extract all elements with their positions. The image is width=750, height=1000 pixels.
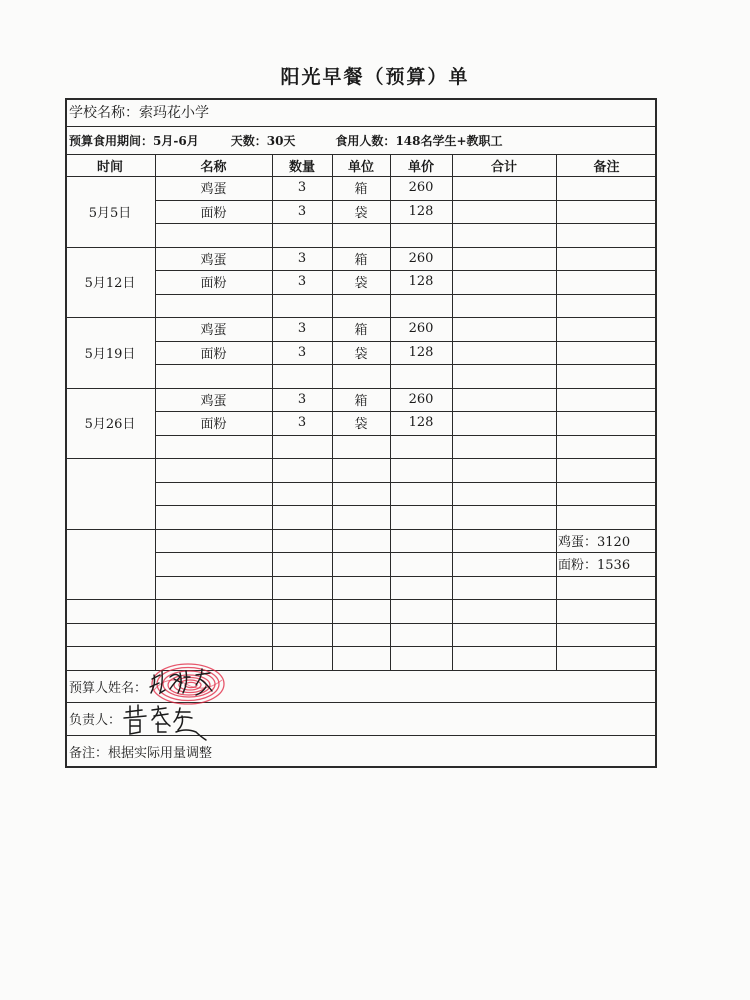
date-cell: 5月26日	[84, 417, 136, 433]
item-qty-cell: 3	[297, 344, 307, 360]
budget-person-row	[69, 670, 147, 702]
item-name-cell: 鸡蛋	[200, 182, 227, 198]
item-qty-cell: 3	[297, 391, 307, 407]
item-qty-cell: 3	[297, 321, 307, 337]
period-value: 5月-6月	[153, 134, 199, 148]
item-price-cell: 260	[408, 321, 434, 337]
table-rule	[155, 576, 657, 577]
item-qty-cell: 3	[297, 250, 307, 266]
days-label: 天数：	[230, 134, 267, 148]
item-unit-cell: 箱	[354, 323, 368, 339]
period-row	[69, 127, 503, 154]
table-rule	[556, 154, 557, 670]
item-unit-cell: 袋	[354, 205, 368, 221]
item-price-cell: 260	[408, 391, 434, 407]
responsible-row	[69, 702, 121, 735]
item-unit-cell: 袋	[354, 346, 368, 362]
item-price-cell: 260	[408, 250, 434, 266]
item-unit-cell: 袋	[354, 417, 368, 433]
item-unit-cell: 袋	[354, 276, 368, 292]
item-name-cell: 鸡蛋	[200, 252, 227, 268]
item-qty-cell: 3	[297, 274, 307, 290]
table-rule	[65, 623, 657, 624]
table-rule	[155, 364, 657, 365]
table-rule	[452, 154, 453, 670]
item-name-cell: 鸡蛋	[200, 393, 227, 409]
table-rule	[155, 435, 657, 436]
column-header-total: 合计	[490, 159, 517, 175]
item-price-cell: 128	[408, 274, 434, 290]
table-border-top	[65, 98, 657, 100]
item-name-cell: 鸡蛋	[200, 323, 227, 339]
date-cell: 5月19日	[84, 346, 136, 362]
school-row	[69, 98, 209, 126]
item-price-cell: 128	[408, 415, 434, 431]
date-cell: 5月12日	[84, 276, 136, 292]
note-row	[69, 735, 212, 767]
days-value: 30天	[266, 134, 296, 148]
item-price-cell: 128	[408, 203, 434, 219]
note-label: 备注：	[69, 745, 109, 761]
table-rule	[65, 670, 657, 671]
school-name: 索玛花小学	[139, 105, 209, 121]
item-name-cell: 面粉	[200, 346, 227, 362]
table-rule	[65, 599, 657, 600]
note-value: 根据实际用量调整	[108, 745, 213, 761]
period-label: 预算食用期间：	[69, 134, 154, 148]
column-header-price: 单价	[407, 159, 434, 175]
budget-person-label: 预算人姓名：	[69, 680, 148, 696]
table-rule	[155, 482, 657, 483]
column-header-note: 备注	[593, 159, 620, 175]
table-rule	[155, 223, 657, 224]
item-unit-cell: 箱	[354, 393, 368, 409]
document-title: 阳光早餐（预算）单	[280, 66, 470, 88]
people-value: 148名学生+教职工	[395, 134, 503, 148]
item-unit-cell: 箱	[354, 182, 368, 198]
total-note-cell: 面粉：1536	[558, 558, 631, 574]
item-name-cell: 面粉	[200, 205, 227, 221]
item-qty-cell: 3	[297, 415, 307, 431]
column-header-name: 名称	[200, 159, 227, 175]
table-rule	[65, 702, 657, 703]
table-rule	[65, 646, 657, 647]
item-name-cell: 面粉	[200, 276, 227, 292]
responsible-label: 负责人：	[69, 713, 122, 728]
item-price-cell: 260	[408, 180, 434, 196]
budget-table	[65, 98, 657, 768]
people-label: 食用人数：	[335, 134, 396, 148]
table-border-right	[655, 98, 657, 768]
item-qty-cell: 3	[297, 203, 307, 219]
date-cell: 5月5日	[88, 205, 132, 221]
item-unit-cell: 箱	[354, 252, 368, 268]
table-rule	[155, 505, 657, 506]
table-rule	[65, 126, 657, 127]
school-label: 学校名称：	[69, 105, 139, 121]
item-price-cell: 128	[408, 344, 434, 360]
item-qty-cell: 3	[297, 180, 307, 196]
total-note-cell: 鸡蛋：3120	[558, 534, 631, 550]
column-header-qty: 数量	[288, 159, 315, 175]
table-rule	[155, 294, 657, 295]
column-header-date: 时间	[96, 159, 123, 175]
column-header-unit: 单位	[347, 159, 374, 175]
item-name-cell: 面粉	[200, 417, 227, 433]
table-rule	[65, 458, 657, 459]
